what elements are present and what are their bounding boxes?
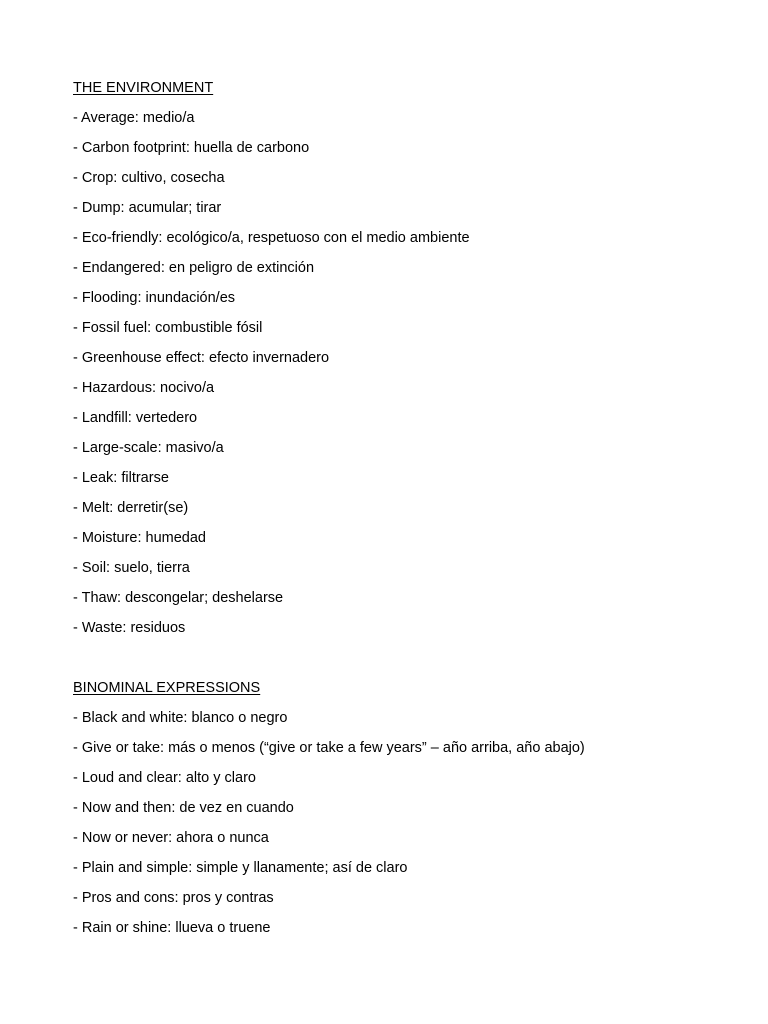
list-item: - Crop: cultivo, cosecha [73, 170, 225, 186]
list-item: - Rain or shine: llueva o truene [73, 920, 271, 936]
list-item: - Moisture: humedad [73, 530, 206, 546]
list-item: - Melt: derretir(se) [73, 500, 189, 516]
list-item: - Dump: acumular; tirar [73, 200, 222, 216]
list-item: - Pros and cons: pros y contras [73, 890, 274, 906]
list-item: - Plain and simple: simple y llanamente; así de claro [73, 860, 408, 876]
list-item: - Fossil fuel: combustible fósil [73, 320, 263, 336]
list-item: - Waste: residuos [73, 620, 186, 636]
list-item: - Leak: filtrarse [73, 470, 169, 486]
list-item: - Now and then: de vez en cuando [73, 800, 294, 816]
list-item: - Endangered: en peligro de extinción [73, 260, 315, 276]
list-item: - Now or never: ahora o nunca [73, 830, 269, 846]
list-item: - Eco-friendly: ecológico/a, respetuoso con el medio ambiente [73, 230, 470, 246]
list-item: - Give or take: más o menos (“give or take a few years” – año arriba, año abajo) [73, 740, 585, 756]
list-item: - Carbon footprint: huella de carbono [73, 140, 310, 156]
list-item: - Landfill: vertedero [73, 410, 198, 426]
list-item: - Flooding: inundación/es [73, 290, 236, 306]
list-item: - Black and white: blanco o negro [73, 710, 288, 726]
list-item: - Loud and clear: alto y claro [73, 770, 256, 786]
list-item: - Soil: suelo, tierra [73, 560, 190, 576]
list-item: - Hazardous: nocivo/a [73, 380, 215, 396]
list-item: - Greenhouse effect: efecto invernadero [73, 350, 330, 366]
list-item: - Large-scale: masivo/a [73, 440, 224, 456]
document-page [73, 73, 753, 943]
list-item: - Average: medio/a [73, 110, 195, 126]
section-heading-environment: THE ENVIRONMENT [73, 80, 214, 96]
list-item: - Thaw: descongelar; deshelarse [73, 590, 284, 606]
section-heading-binominal: BINOMINAL EXPRESSIONS [73, 680, 261, 696]
section-spacer [73, 643, 753, 673]
